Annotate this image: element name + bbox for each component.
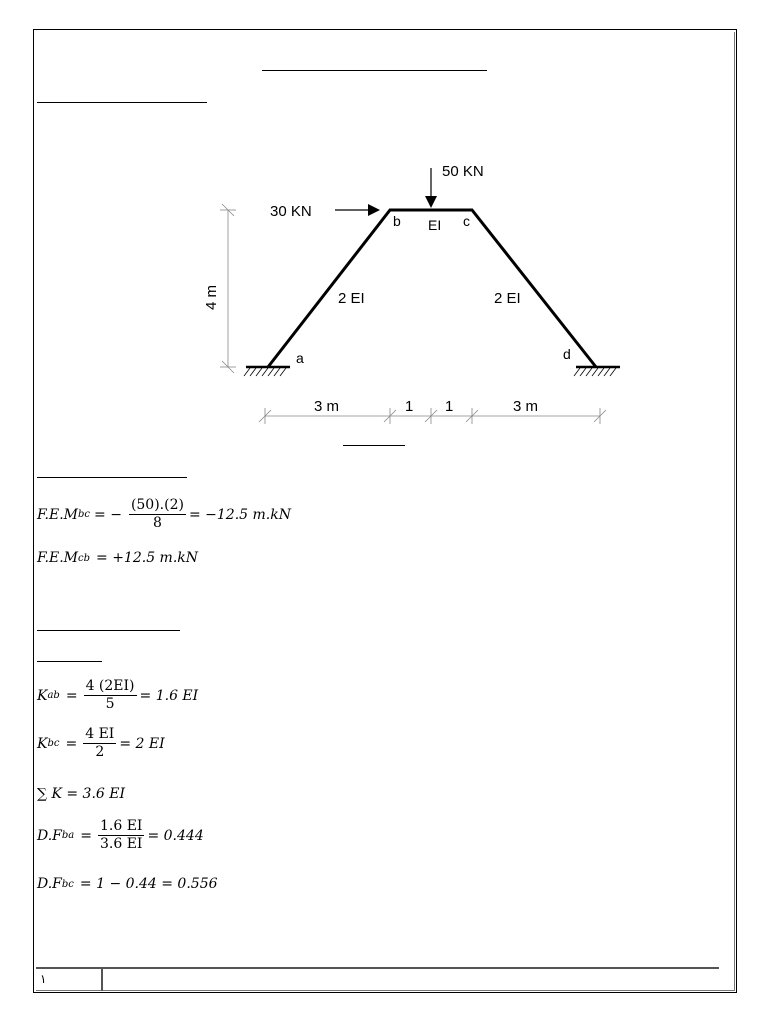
kbc-sub: bc	[47, 738, 60, 749]
fem-bc-num: (50).(2)	[130, 497, 184, 513]
dfba-num: 1.6 EI	[100, 818, 143, 834]
dimension-spans	[259, 408, 606, 424]
dimension-label-span-4: 3 m	[513, 398, 539, 415]
fixed-support-a	[244, 367, 290, 376]
joint-label-a: a	[296, 350, 304, 366]
kbc-fraction	[83, 726, 116, 761]
equation-sum-k	[37, 786, 125, 802]
equation-fem-bc: F.E.M bc = − $\frac{(50).(2)}{8}$ = −12.5 m.kN	[37, 497, 291, 531]
equation-df-bc	[37, 876, 218, 892]
fem-cb-lhs: F.E.M	[37, 550, 78, 566]
dfbc-lhs: D.F	[37, 876, 62, 892]
dimension-label-span-1: 3 m	[314, 398, 340, 415]
dfbc-value: = 1 − 0.44 = 0.556	[79, 876, 218, 892]
dfba-den: 3.6 EI	[100, 836, 143, 852]
sumk-text: ∑ K = 3.6 EI	[37, 786, 125, 802]
fem-cb-value: = +12.5 m.kN	[96, 550, 199, 566]
fem-bc-fraction	[129, 497, 186, 532]
page-number: ١	[40, 972, 47, 986]
kbc-den: 2	[95, 744, 105, 760]
dimension-label-span-3: 1	[445, 398, 454, 415]
load-label-horizontal: 30 KN	[270, 203, 312, 220]
frame-diagram	[200, 150, 640, 450]
section-rule-problem	[37, 102, 207, 103]
kab-lhs: K	[37, 687, 48, 704]
footer-rule	[36, 967, 719, 969]
equation-df-ba: D.F ba = $\frac{1.6 EI}{3.6 EI}$ = 0.444	[37, 818, 204, 852]
joint-label-c: c	[463, 213, 470, 229]
dfba-lhs: D.F	[37, 827, 62, 844]
kbc-lhs: K	[37, 735, 48, 752]
section-rule-fem	[37, 477, 187, 478]
figure-caption-rule	[343, 445, 405, 446]
member-label-cd: 2 EI	[494, 290, 521, 307]
member-label-bc: EI	[428, 217, 442, 233]
frame-members	[268, 210, 596, 367]
kab-sub: ab	[47, 690, 60, 701]
equation-k-ab: K ab = $\frac{4 (2EI)}{5}$ = 1.6 EI	[37, 678, 199, 712]
subsection-rule-joint-b	[37, 661, 102, 662]
kab-result: = 1.6 EI	[139, 687, 199, 704]
dfba-sub: ba	[61, 830, 75, 841]
section-rule-stiffness	[37, 630, 180, 631]
dfba-fraction	[98, 818, 144, 853]
fem-cb-sub: cb	[78, 552, 91, 564]
load-arrow-horizontal	[335, 204, 380, 216]
dimension-height	[220, 204, 236, 373]
equation-k-bc: K bc = $\frac{4 EI}{2}$ = 2 EI	[37, 726, 165, 760]
fixed-support-d	[574, 367, 620, 376]
joint-label-b: b	[393, 213, 401, 229]
kbc-result: = 2 EI	[119, 735, 165, 752]
fem-bc-den: 8	[152, 515, 162, 531]
dimension-label-height: 4 m	[203, 284, 220, 310]
joint-label-d: d	[563, 346, 571, 362]
title-rule	[262, 70, 487, 71]
kab-fraction	[84, 678, 137, 713]
dimension-label-span-2: 1	[405, 398, 414, 415]
fem-bc-sub: bc	[78, 509, 91, 520]
load-arrow-vertical	[425, 168, 437, 208]
fem-bc-lhs: F.E.M	[37, 506, 78, 523]
member-label-ab: 2 EI	[338, 290, 365, 307]
kbc-num: 4 EI	[85, 726, 115, 742]
equation-fem-cb	[37, 550, 198, 566]
load-label-vertical: 50 KN	[442, 163, 484, 180]
dfba-result: = 0.444	[147, 827, 204, 844]
kab-den: 5	[105, 696, 115, 712]
fem-bc-result: = −12.5 m.kN	[188, 506, 291, 523]
dfbc-sub: bc	[61, 878, 74, 890]
footer-divider	[101, 969, 103, 991]
kab-num: 4 (2EI)	[85, 678, 135, 694]
